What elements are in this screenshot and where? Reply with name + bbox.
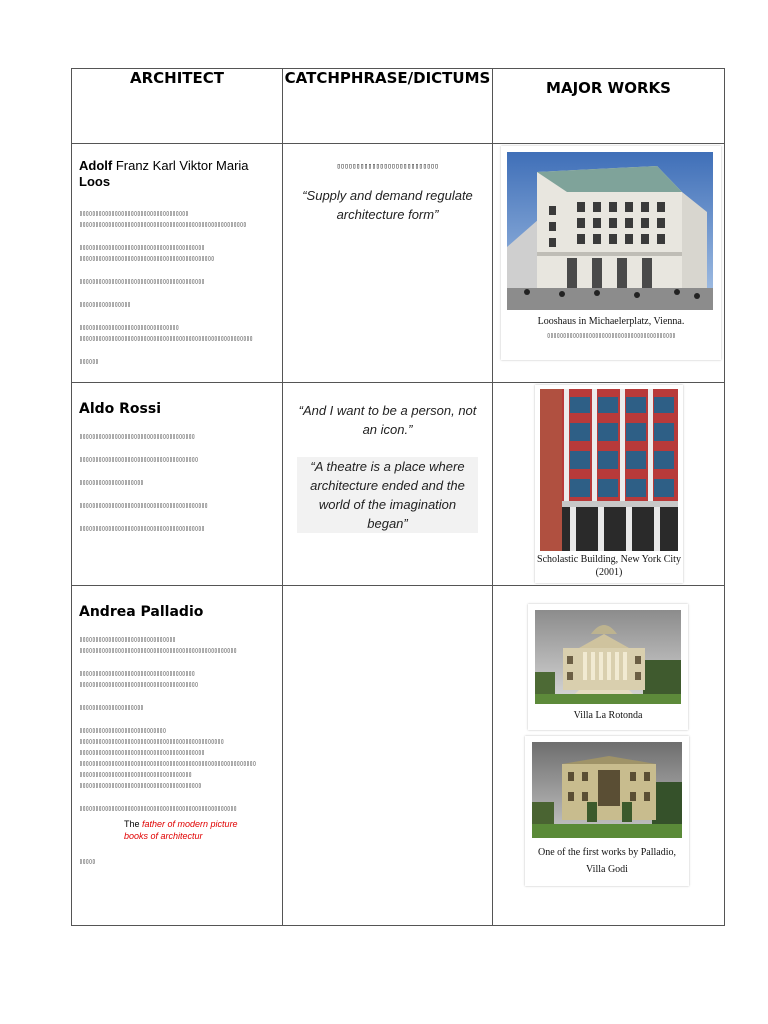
- looshaus-figure: [501, 146, 721, 360]
- bio-line: ▯▯▯▯▯▯▯▯▯▯▯▯▯▯▯▯▯▯▯▯▯▯▯▯▯▯▯: [79, 727, 166, 734]
- bio-line: ▯▯▯▯▯▯▯▯▯▯▯▯▯▯▯▯: [79, 301, 131, 308]
- loos-architect-cell: [72, 144, 283, 383]
- rotonda-caption: Villa La Rotonda: [573, 710, 643, 721]
- note-prefix: The: [124, 819, 143, 829]
- last-name: Loos: [79, 174, 111, 189]
- bio-line: ▯▯▯▯▯▯▯▯▯▯▯▯▯▯▯▯▯▯▯▯▯▯▯▯▯▯▯▯▯▯▯▯▯▯▯▯▯▯: [79, 782, 202, 789]
- bio-line: ▯▯▯▯▯▯▯▯▯▯▯▯▯▯▯▯▯▯▯▯▯▯▯▯▯▯▯▯▯▯▯▯▯▯▯▯▯▯▯: [79, 749, 205, 756]
- architect-name-palladio: Andrea Palladio: [79, 604, 204, 620]
- architect-name-loos: [79, 158, 282, 190]
- rotonda-photo: [535, 610, 681, 704]
- header-major-works: MAJOR WORKS: [493, 69, 725, 144]
- godi-figure: [525, 736, 689, 886]
- bio-line: ▯▯▯▯▯▯▯▯▯▯▯▯▯▯▯▯▯▯▯▯▯▯▯▯▯▯▯▯▯▯▯▯▯▯▯▯: [79, 433, 195, 440]
- palladio-quote-cell: [283, 586, 493, 926]
- architect-table: [71, 68, 725, 926]
- quote-loos: “Supply and demand regulate architecture form”: [302, 188, 473, 222]
- quote-rossi-2: “A theatre is a place where architecture ended and the world of the imagination began”: [297, 457, 478, 533]
- architect-name-rossi: Aldo Rossi: [79, 401, 162, 417]
- scholastic-caption: Scholastic Building, New York City (2001): [537, 554, 681, 578]
- bio-prefix: ▯▯▯▯▯▯▯▯▯: [79, 805, 108, 812]
- looshaus-caption: Looshaus in Michaelerplatz, Vienna.: [537, 316, 685, 327]
- bio-line: ▯▯▯▯▯▯▯▯▯▯▯▯▯▯▯▯▯▯▯▯: [79, 704, 144, 711]
- bio-line: ▯▯▯▯▯▯▯▯▯▯▯▯▯▯▯▯▯▯▯▯▯▯▯▯▯▯▯▯▯▯▯: [79, 324, 179, 331]
- quote-garbled: ▯▯▯▯▯▯▯▯▯▯▯▯▯▯▯▯▯▯▯▯▯▯▯▯▯▯: [336, 162, 439, 170]
- bio-line: ▯▯▯▯▯▯▯▯▯▯▯▯▯▯▯▯▯▯▯▯▯▯▯▯▯▯▯▯▯▯▯▯▯▯▯: [79, 771, 192, 778]
- bio-italic: ▯▯▯▯▯▯▯▯▯▯▯▯▯▯▯▯▯▯▯▯▯▯▯▯▯▯▯▯▯▯▯▯▯▯▯▯▯▯▯▯: [107, 805, 237, 812]
- first-name: Adolf: [79, 158, 113, 173]
- scholastic-photo: [540, 389, 678, 551]
- bio-line: ▯▯▯▯▯▯▯▯▯▯▯▯▯▯▯▯▯▯▯▯: [79, 479, 144, 486]
- middle-names: Franz Karl Viktor Maria: [112, 158, 249, 173]
- bio-line: ▯▯▯▯▯▯▯▯▯▯▯▯▯▯▯▯▯▯▯▯▯▯▯▯▯▯▯▯▯▯▯▯▯▯▯▯▯▯▯▯▯▯▯▯▯▯▯▯▯▯▯▯▯▯: [79, 335, 253, 342]
- bio-line: ▯▯▯▯▯▯▯▯▯▯▯▯▯▯▯▯▯▯▯▯▯▯▯▯▯▯▯▯▯▯▯▯▯▯▯▯▯: [79, 681, 198, 688]
- palladio-note: [124, 818, 264, 842]
- loos-works-cell: [493, 144, 725, 383]
- bio-line: ▯▯▯▯▯▯▯▯▯▯▯▯▯▯▯▯▯▯▯▯▯▯▯▯▯▯▯▯▯▯▯▯▯▯▯▯▯▯▯: [79, 244, 205, 251]
- header-architect: ARCHITECT: [72, 69, 283, 144]
- bio-line: ▯▯▯▯▯▯▯▯▯▯▯▯▯▯▯▯▯▯▯▯▯▯▯▯▯▯▯▯▯▯▯▯▯▯▯▯▯▯▯▯▯▯▯▯▯: [79, 738, 224, 745]
- bio-line: [79, 803, 282, 814]
- bio-line: ▯▯▯▯▯▯▯▯▯▯▯▯▯▯▯▯▯▯▯▯▯▯▯▯▯▯▯▯▯▯▯▯▯▯▯▯▯▯▯▯▯▯: [79, 255, 214, 262]
- bio-line: ▯▯▯▯▯▯▯▯▯▯▯▯▯▯▯▯▯▯▯▯▯▯▯▯▯▯▯▯▯▯▯▯▯▯▯▯▯▯▯▯: [79, 502, 208, 509]
- bio-line: ▯▯▯▯▯▯▯▯▯▯▯▯▯▯▯▯▯▯▯▯▯▯▯▯▯▯▯▯▯▯▯▯▯▯▯▯▯: [79, 456, 198, 463]
- bio-line: ▯▯▯▯▯▯▯▯▯▯▯▯▯▯▯▯▯▯▯▯▯▯▯▯▯▯▯▯▯▯▯▯▯▯▯▯▯▯▯▯▯▯▯▯▯▯▯▯▯▯▯▯: [79, 221, 247, 228]
- rossi-architect-cell: [72, 383, 283, 586]
- bio-line: ▯▯▯▯▯▯▯▯▯▯▯▯▯▯▯▯▯▯▯▯▯▯▯▯▯▯▯▯▯▯▯▯▯▯▯▯▯▯▯▯▯▯▯▯▯▯▯▯▯▯▯▯▯▯▯: [79, 760, 256, 767]
- looshaus-photo: [507, 152, 713, 310]
- bio-line: ▯▯▯▯▯▯▯▯▯▯▯▯▯▯▯▯▯▯▯▯▯▯▯▯▯▯▯▯▯▯▯▯▯▯▯▯▯▯▯: [79, 278, 205, 285]
- bio-line: ▯▯▯▯▯▯▯▯▯▯▯▯▯▯▯▯▯▯▯▯▯▯▯▯▯▯▯▯▯▯▯▯▯▯: [79, 210, 189, 217]
- godi-photo: [532, 742, 682, 838]
- palladio-works-cell: [493, 586, 725, 926]
- rotonda-figure: [528, 604, 688, 730]
- bio-line: ▯▯▯▯▯▯: [79, 358, 99, 365]
- rossi-quote-cell: [283, 383, 493, 586]
- bio-line: ▯▯▯▯▯▯▯▯▯▯▯▯▯▯▯▯▯▯▯▯▯▯▯▯▯▯▯▯▯▯▯▯▯▯▯▯: [79, 670, 195, 677]
- header-catchphrase: CATCHPHRASE/DICTUMS: [283, 69, 493, 144]
- bio-line: ▯▯▯▯▯▯▯▯▯▯▯▯▯▯▯▯▯▯▯▯▯▯▯▯▯▯▯▯▯▯▯▯▯▯▯▯▯▯▯: [79, 525, 205, 532]
- bio-line: ▯▯▯▯▯▯▯▯▯▯▯▯▯▯▯▯▯▯▯▯▯▯▯▯▯▯▯▯▯▯: [79, 636, 176, 643]
- caption-garbled: ▯▯▯▯▯▯▯▯▯▯▯▯▯▯▯▯▯▯▯▯▯▯▯▯▯▯▯▯▯▯▯▯▯▯▯▯▯▯▯▯: [546, 332, 676, 339]
- scholastic-figure: [535, 385, 683, 583]
- godi-caption: One of the first works by Palladio, Villa Godi: [537, 847, 677, 875]
- quote-rossi-1: “And I want to be a person, not an icon.”: [298, 403, 477, 437]
- note-red-text: father of modern picture books of architectur: [124, 819, 238, 841]
- rossi-works-cell: [493, 383, 725, 586]
- bio-line: ▯▯▯▯▯: [79, 858, 96, 865]
- palladio-architect-cell: [72, 586, 283, 926]
- bio-line: ▯▯▯▯▯▯▯▯▯▯▯▯▯▯▯▯▯▯▯▯▯▯▯▯▯▯▯▯▯▯▯▯▯▯▯▯▯▯▯▯▯▯▯▯▯▯▯▯▯: [79, 647, 237, 654]
- loos-quote-cell: [283, 144, 493, 383]
